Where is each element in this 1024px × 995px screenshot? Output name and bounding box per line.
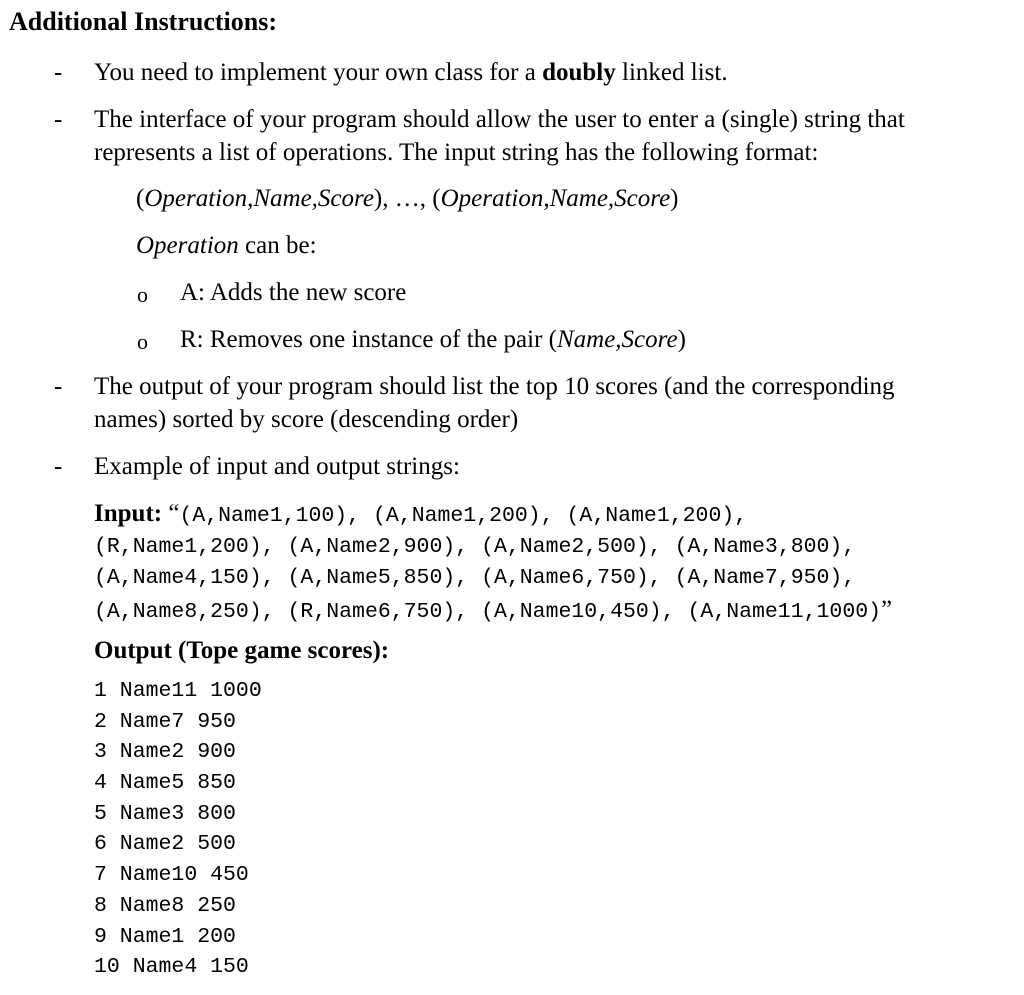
output-row: 5 Name3 800	[94, 801, 236, 826]
input-code: (A,Name8,250), (R,Name6,750), (A,Name10,450), (A,Name11,1000)	[94, 600, 882, 624]
close-quote: ”	[881, 596, 893, 623]
instruction-doubly-linked-list	[94, 56, 728, 90]
instruction-output-line-2: names) sorted by score (descending order)	[94, 406, 519, 433]
sub-bullet-marker: o	[137, 282, 148, 307]
input-code: (A,Name1,100), (A,Name1,200), (A,Name1,200),	[179, 504, 748, 528]
sub-bullet-remove	[180, 323, 686, 357]
operation-text: can be:	[238, 232, 317, 259]
output-row: 2 Name7 950	[94, 709, 236, 734]
instruction-emphasis: doubly	[542, 59, 616, 86]
output-row: 9 Name1 200	[94, 924, 236, 949]
instruction-example: Example of input and output strings:	[94, 453, 460, 480]
format-text: (	[136, 185, 145, 212]
example-input-line-3: (A,Name4,150), (A,Name5,850), (A,Name6,750), (A,Name7,950),	[94, 566, 856, 590]
sub-bullet-text: R: Removes one instance of the pair (	[180, 326, 557, 353]
output-row: 6 Name2 500	[94, 832, 236, 857]
example-input-line-2: (R,Name1,200), (A,Name2,900), (A,Name2,500), (A,Name3,800),	[94, 535, 856, 559]
operation-intro	[136, 229, 317, 263]
input-label: Input:	[94, 500, 163, 527]
instruction-text: linked list.	[615, 59, 728, 86]
format-italic: Operation,Name,Score	[144, 185, 374, 212]
sub-bullet-italic: Name,Score	[556, 326, 678, 353]
sub-bullet-text: )	[677, 326, 686, 353]
operation-italic: Operation	[136, 232, 239, 259]
bullet-dash: -	[54, 453, 63, 480]
format-italic: Operation,Name,Score	[440, 185, 671, 212]
bullet-dash: -	[54, 373, 63, 400]
instruction-text: You need to implement your own class for a	[94, 59, 543, 86]
example-input-line-4	[94, 594, 892, 628]
format-line	[136, 182, 679, 216]
open-quote: “	[162, 500, 180, 527]
instruction-interface-line-2: represents a list of operations. The input string has the following format:	[94, 139, 819, 166]
output-row: 8 Name8 250	[94, 893, 236, 918]
output-row: 1 Name11 1000	[94, 679, 262, 703]
example-input-line-1	[94, 497, 747, 533]
instruction-interface-line-1: The interface of your program should allow the user to enter a (single) string that	[94, 106, 905, 133]
format-text: )	[670, 185, 679, 212]
instruction-output-line-1: The output of your program should list the top 10 scores (and the corresponding	[94, 373, 895, 400]
output-row: 10 Name4 150	[94, 955, 249, 980]
bullet-dash: -	[54, 59, 63, 86]
sub-bullet-add: A: Adds the new score	[180, 279, 407, 306]
bullet-dash: -	[54, 106, 63, 133]
output-row: 7 Name10 450	[94, 863, 249, 888]
output-row: 4 Name5 850	[94, 771, 236, 796]
sub-bullet-marker: o	[137, 329, 148, 354]
format-text: ), …, (	[373, 185, 441, 212]
output-label: Output (Tope game scores):	[94, 637, 390, 664]
output-row: 3 Name2 900	[94, 740, 236, 765]
page-heading: Additional Instructions:	[9, 7, 277, 36]
output-list	[94, 676, 262, 983]
